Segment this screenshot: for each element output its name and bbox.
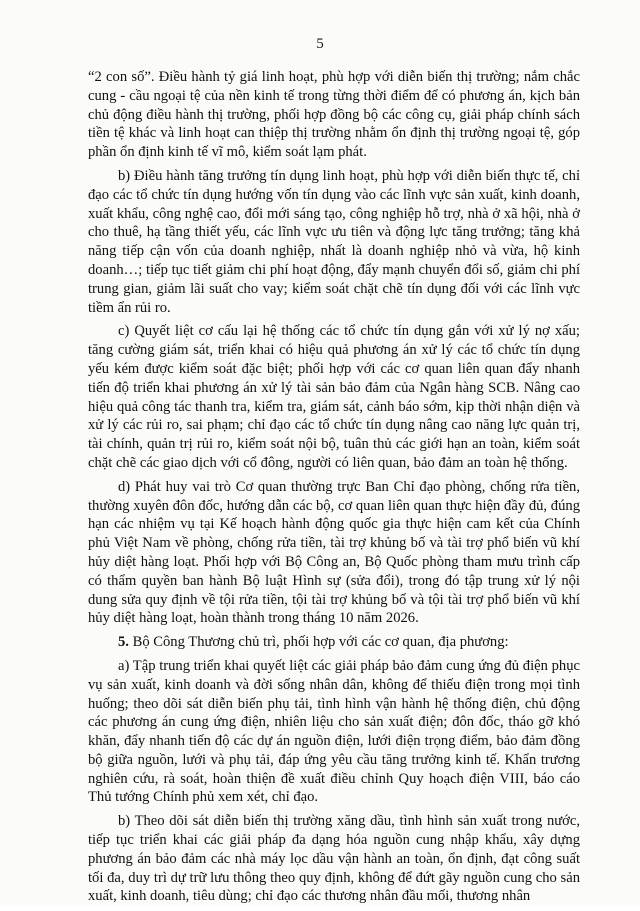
paragraph-b-credit: b) Điều hành tăng trưởng tín dụng linh hoạt, phù hợp với diễn biến thực tế, chỉ đạo các tổ chức tín dụng hướng vốn tín dụng vào các lĩnh vực sản xuất, kinh doanh, xuất khẩu, công nghệ cao, đổi mới sáng tạo, công nghiệp hỗ trợ, nhà ở xã hội, nhà ở cho thuê, hạ tầng thiết yếu, các lĩnh vực ưu tiên và động lực tăng trưởng; tăng khả năng tiếp cận vốn của doanh nghiệp, nhất là doanh nghiệp nhỏ và vừa, hộ kinh doanh…; tiếp tục tiết giảm chi phí hoạt động, đẩy mạnh chuyển đổi số, giảm chi phí trung gian, giảm lãi suất cho vay; kiểm soát chặt chẽ tín dụng đối với các lĩnh vực tiềm ẩn rủi ro. [88, 167, 580, 316]
paragraph-b-petroleum: b) Theo dõi sát diễn biến thị trường xăng dầu, tình hình sản xuất trong nước, tiếp tục triển khai các giải pháp đa dạng hóa nguồn cung nhập khẩu, xây dựng phương án bảo đảm các nhà máy lọc dầu vận hành an toàn, ổn định, đạt công suất tối đa, duy trì dự trữ lưu thông theo quy định, không để đứt gãy nguồn cung cho sản xuất, kinh doanh, tiêu dùng; chỉ đạo các thương nhân đầu mối, thương nhân [88, 813, 580, 905]
paragraph-c-restructuring: c) Quyết liệt cơ cấu lại hệ thống các tổ chức tín dụng gắn với xử lý nợ xấu; tăng cường giám sát, triển khai có hiệu quả phương án xử lý các tổ chức tín dụng yếu kém được kiểm soát đặc biệt; phối hợp với các cơ quan liên quan đẩy nhanh tiến độ triển khai phương án xử lý tài sản bảo đảm của Ngân hàng SCB. Nâng cao hiệu quả công tác thanh tra, kiểm tra, giám sát, cảnh báo sớm, kịp thời nhận diện và xử lý các rủi ro, sai phạm; chỉ đạo các tổ chức tín dụng nâng cao năng lực quản trị, tài chính, quản trị rủi ro, kiểm soát nội bộ, tuân thủ các giới hạn an toàn, kiểm soát chặt chẽ các giao dịch với cổ đông, người có liên quan, bảo đảm an toàn hệ thống. [88, 323, 580, 471]
paragraph-continuation: “2 con số”. Điều hành tỷ giá linh hoạt, phù hợp với diễn biến thị trường; nắm chắc cung - cầu ngoại tệ của nền kinh tế trong từng thời điểm để có phương án, kịch bản chủ động điều hành thị trường, phối hợp đồng bộ các công cụ, giải pháp chính sách tiền tệ khác và linh hoạt can thiệp thị trường nhằm ổn định thị trường ngoại tệ, góp phần ổn định kinh tế vĩ mô, kiểm soát lạm phát. [88, 69, 580, 161]
document-body [88, 68, 580, 911]
section-number: 5. [118, 634, 129, 651]
paragraph-section-5-heading: 5. Bộ Công Thương chủ trì, phối hợp với các cơ quan, địa phương: [118, 634, 509, 651]
page-number: 5 [316, 36, 324, 52]
paragraph-d-anti-money-laundering: d) Phát huy vai trò Cơ quan thường trực Ban Chỉ đạo phòng, chống rửa tiền, thường xuyên đôn đốc, hướng dẫn các bộ, cơ quan liên quan thực hiện đầy đủ, đúng hạn các nhiệm vụ tại Kế hoạch hành động quốc gia thực hiện cam kết của Chính phủ Việt Nam về phòng, chống rửa tiền, tài trợ khủng bố và tài trợ phổ biến vũ khí hủy diệt hàng loạt. Phối hợp với Bộ Công an, Bộ Quốc phòng tham mưu trình cấp có thẩm quyền ban hành Bộ luật Hình sự (sửa đổi), trong đó tập trung xử lý nội dung sửa quy định về tội rửa tiền, tội tài trợ khủng bố và tội tài trợ phổ biến vũ khí hủy diệt hàng loạt, hoàn thành trong tháng 10 năm 2026. [88, 478, 580, 627]
paragraph-a-electricity: a) Tập trung triển khai quyết liệt các giải pháp bảo đảm cung ứng đủ điện phục vụ sản xuất, kinh doanh và đời sống nhân dân, không để thiếu điện trong mọi tình huống; theo dõi sát diễn biến phụ tải, tình hình vận hành hệ thống điện, chủ động các phương án cung ứng điện, nhiên liệu cho sản xuất điện; đôn đốc, tháo gỡ khó khăn, đẩy nhanh tiến độ các dự án nguồn điện, lưới điện trọng điểm, bảo đảm đồng bộ giữa nguồn, lưới và phụ tải, đáp ứng yêu cầu tăng trưởng kinh tế. Khẩn trương nghiên cứu, rà soát, hoàn thiện đề xuất điều chỉnh Quy hoạch điện VIII, báo cáo Thủ tướng Chính phủ xem xét, chỉ đạo. [88, 657, 580, 806]
